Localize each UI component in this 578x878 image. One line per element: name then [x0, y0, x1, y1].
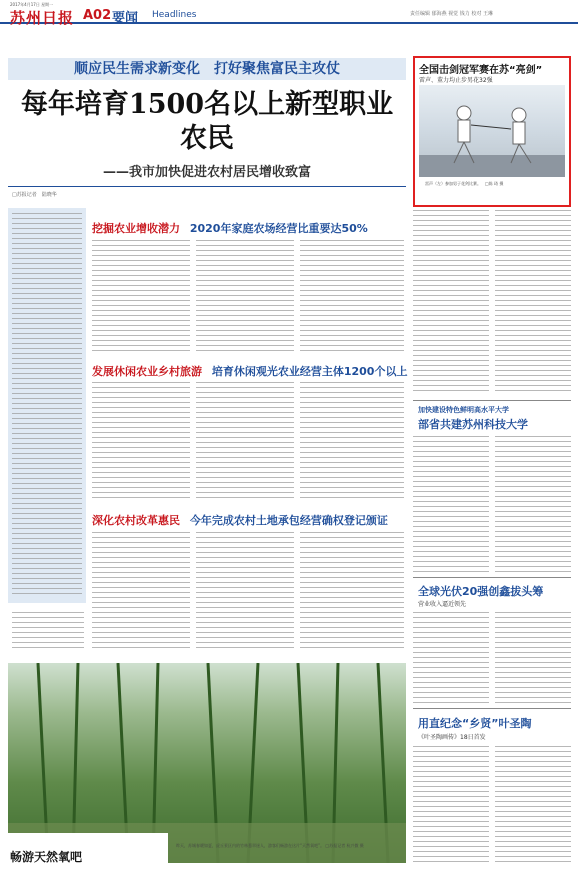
lead-headline: 每年培育1500名以上新型职业农民	[20, 89, 394, 154]
body-column	[196, 382, 294, 500]
divider	[413, 708, 571, 709]
body-column	[413, 436, 489, 572]
fencing-news-box	[413, 56, 571, 207]
deck-2	[92, 363, 407, 379]
fencers-illustration	[419, 85, 565, 177]
dateline: 2017年4月17日 星期一	[10, 2, 54, 7]
deck-1-text: 2020年家庭农场经营比重要达50%	[189, 222, 368, 235]
right-story-3-headline: 用直纪念“乡贤”叶圣陶	[418, 717, 532, 730]
body-column	[92, 532, 190, 650]
body-column	[12, 612, 84, 652]
right-story-1-kicker: 加快建设特色鲜明高水平大学	[418, 406, 509, 414]
fencing-headline: 全国击剑冠军赛在苏“亮剑”	[419, 65, 543, 76]
body-column	[495, 612, 571, 704]
photo-caption: 昨天，苏城春暖如夏，虎丘景区内的竹林葱翠迷人，游客们畅游在这片“天然氧吧”。 □苏报记者 杭兴微 摄	[176, 843, 364, 848]
right-story-1-headline: 部省共建苏州科技大学	[418, 418, 528, 431]
body-column	[495, 210, 571, 394]
right-story-2-headline: 全球光伏20强创鑫拔头筹	[418, 585, 544, 598]
section-name: 要闻	[112, 11, 139, 26]
deck-2-text: 培育休闲观光农业经营主体1200个以上	[211, 365, 408, 378]
body-column	[92, 240, 190, 352]
divider	[413, 400, 571, 401]
intro-text	[12, 213, 82, 598]
photo-title: 畅游天然氧吧	[10, 850, 83, 864]
body-column	[300, 382, 404, 500]
lead-subhead: ——我市加快促进农村居民增收致富	[102, 165, 311, 180]
page-number: A02	[83, 8, 112, 23]
body-column	[196, 240, 294, 352]
intro-box	[8, 208, 86, 603]
deck-3-prefix: 深化农村改革惠民	[92, 514, 180, 527]
body-column	[196, 532, 294, 650]
divider	[8, 186, 406, 187]
deck-3	[92, 512, 388, 528]
body-column	[495, 746, 571, 862]
body-column	[413, 612, 489, 704]
divider	[413, 577, 571, 578]
body-column	[300, 532, 404, 650]
fencing-subhead: 雷声、董力均止步男花32强	[419, 77, 493, 84]
deck-3-text: 今年完成农村土地承包经营确权登记颁证	[189, 514, 388, 527]
fencing-photo-caption: 雷声（左）参加男子花剑比赛。 □陈 琦 摄	[425, 181, 504, 186]
body-column	[413, 746, 489, 862]
newspaper-title: 苏州日报	[10, 9, 75, 27]
body-column	[92, 382, 190, 500]
deck-1-prefix: 挖掘农业增收潜力	[92, 222, 180, 235]
right-story-2-subhead: 营业收入逼近领先	[418, 601, 467, 608]
bamboo-photo	[8, 663, 406, 863]
body-column	[495, 436, 571, 572]
right-story-3-subhead: 《叶圣陶画传》18日首发	[418, 734, 486, 741]
editor-line: 责任编辑 郁海燕 视觉 钱力 校对 王琳	[410, 11, 493, 17]
body-column	[300, 240, 404, 352]
deck-2-prefix: 发展休闲农业乡村旅游	[92, 365, 202, 378]
deck-1	[92, 220, 368, 236]
bamboo-illustration	[8, 663, 406, 863]
byline: □苏报记者 陆晓华	[12, 192, 57, 198]
fencing-photo	[419, 85, 565, 177]
lead-kicker: 顺应民生需求新变化 打好聚焦富民主攻仗	[8, 58, 406, 80]
body-column	[413, 210, 489, 394]
section-name-en: Headlines	[152, 10, 197, 20]
masthead	[0, 0, 578, 27]
